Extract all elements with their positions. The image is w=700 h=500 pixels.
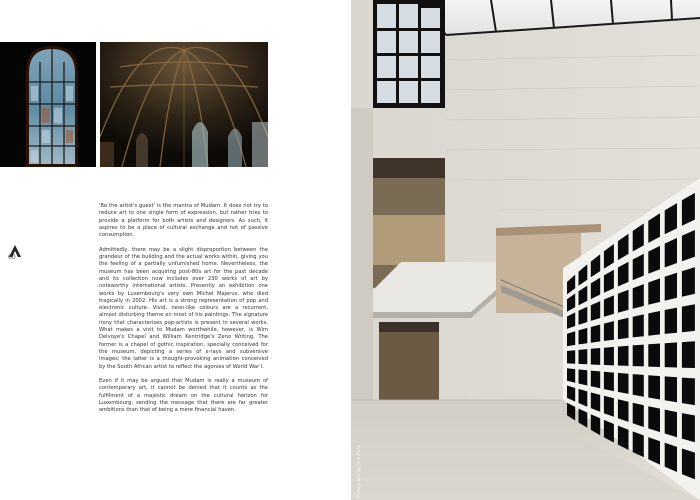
photo-credit (351, 440, 365, 500)
display-box (633, 314, 644, 337)
display-box (648, 311, 660, 336)
display-box (665, 443, 677, 472)
display-box (604, 295, 614, 316)
photo-credit-text: Photographs by Jens Ziehe (356, 444, 361, 498)
paragraph-1: 'Be the artist's guest' is the mantra of Mudam. It does not try to reduce art to one single form of expression, but rather tries to provide a platform for both artists and designers. As such, it aspires to be a place of cultural exchange and not of passive consumption. (99, 203, 268, 239)
display-box (591, 254, 600, 277)
display-box (682, 341, 695, 368)
display-box (604, 270, 614, 293)
display-box (665, 203, 677, 234)
display-box (682, 267, 695, 297)
display-box (579, 389, 588, 407)
display-box (604, 372, 614, 391)
display-box (648, 437, 660, 465)
display-box (665, 342, 677, 367)
display-box (567, 312, 575, 329)
display-box (618, 346, 629, 366)
display-box (665, 238, 677, 268)
display-box (604, 347, 614, 366)
display-box (567, 386, 575, 402)
display-box (579, 409, 588, 428)
display-box (633, 224, 644, 252)
display-box (567, 275, 575, 295)
display-box (633, 345, 644, 367)
display-box (633, 403, 644, 427)
display-box (591, 278, 600, 300)
display-box (604, 244, 614, 269)
display-box (579, 349, 588, 364)
display-box (648, 246, 660, 274)
display-box (591, 371, 600, 389)
display-box (682, 193, 695, 226)
display-box (618, 290, 629, 313)
display-box (579, 286, 588, 306)
article-body (99, 203, 268, 422)
display-box (665, 308, 677, 334)
display-box (648, 278, 660, 304)
display-box (633, 284, 644, 309)
museum-interior-photo (351, 0, 700, 500)
display-box (618, 373, 629, 394)
gothic-chapel-photo (100, 42, 268, 167)
display-box (648, 344, 660, 368)
display-box (591, 325, 600, 343)
display-box (618, 234, 629, 260)
display-box (618, 262, 629, 287)
display-box (604, 420, 614, 443)
display-box (567, 331, 575, 346)
display-box (682, 413, 695, 442)
stained-glass-photo (0, 42, 96, 167)
display-box (618, 426, 629, 450)
display-box (633, 254, 644, 280)
display-box (579, 307, 588, 325)
display-box (591, 414, 600, 435)
paragraph-3: Even if it may be argued that Mudam is really a museum of contemporary art, it cannot be denied that it counts as the fulfilment of a majestic dream on the cultural horizon for Luxembourg, sending the message that there are far greater ambitions than that of being a mere financial haven. (99, 378, 268, 414)
display-box (567, 403, 575, 421)
display-box (682, 378, 695, 406)
display-box (682, 304, 695, 332)
display-box (648, 375, 660, 399)
display-box (665, 410, 677, 438)
display-box (648, 213, 660, 243)
display-box (633, 374, 644, 397)
display-box (665, 376, 677, 402)
display-box (591, 301, 600, 321)
display-box (591, 392, 600, 411)
display-box (579, 328, 588, 345)
display-box (648, 406, 660, 432)
display-box (604, 321, 614, 341)
page-number: 60 (8, 254, 16, 261)
display-box (665, 273, 677, 301)
display-box (682, 449, 695, 480)
display-box (567, 368, 575, 382)
display-box (567, 294, 575, 312)
display-box (567, 350, 575, 364)
display-box (682, 230, 695, 261)
display-box (579, 369, 588, 385)
display-box (618, 318, 629, 339)
display-box (579, 264, 588, 285)
display-box (633, 431, 644, 457)
paragraph-2: Admittedly, there may be a slight disproportion between the grandeur of the building and the actual works within, giving you the feeling of a partially unfurnished home. Nevertheless, the museum has been acquiring post-80s art for the past decade and its collection now includes over 230 works of art by noteworthy international artists. Presently an exhibition one works by Luxembourg's very own Michel Majerus, who died tragically in 2002. His art is a strong representation of pop and electronic culture. Vivid, neon-like colours are a recurrent, almost disturbing theme on most of his paintings. The signature irony that characterises pop-artists is present in several works. What makes a visit to Mudam worthwhile, however, is Wim Delvoye's Chapel and William Kentridge's Zeno Writing. The former is a chapel of gothic inspiration, specially conceived for the museum, depicting a series of x-rays and subversive images; the latter is a thought-provoking animation conceived by the South African artist to reflect the agonies of World War I. (99, 246, 268, 370)
display-boxes (351, 0, 700, 500)
display-box (618, 399, 629, 422)
display-box (591, 348, 600, 365)
display-box (604, 396, 614, 417)
